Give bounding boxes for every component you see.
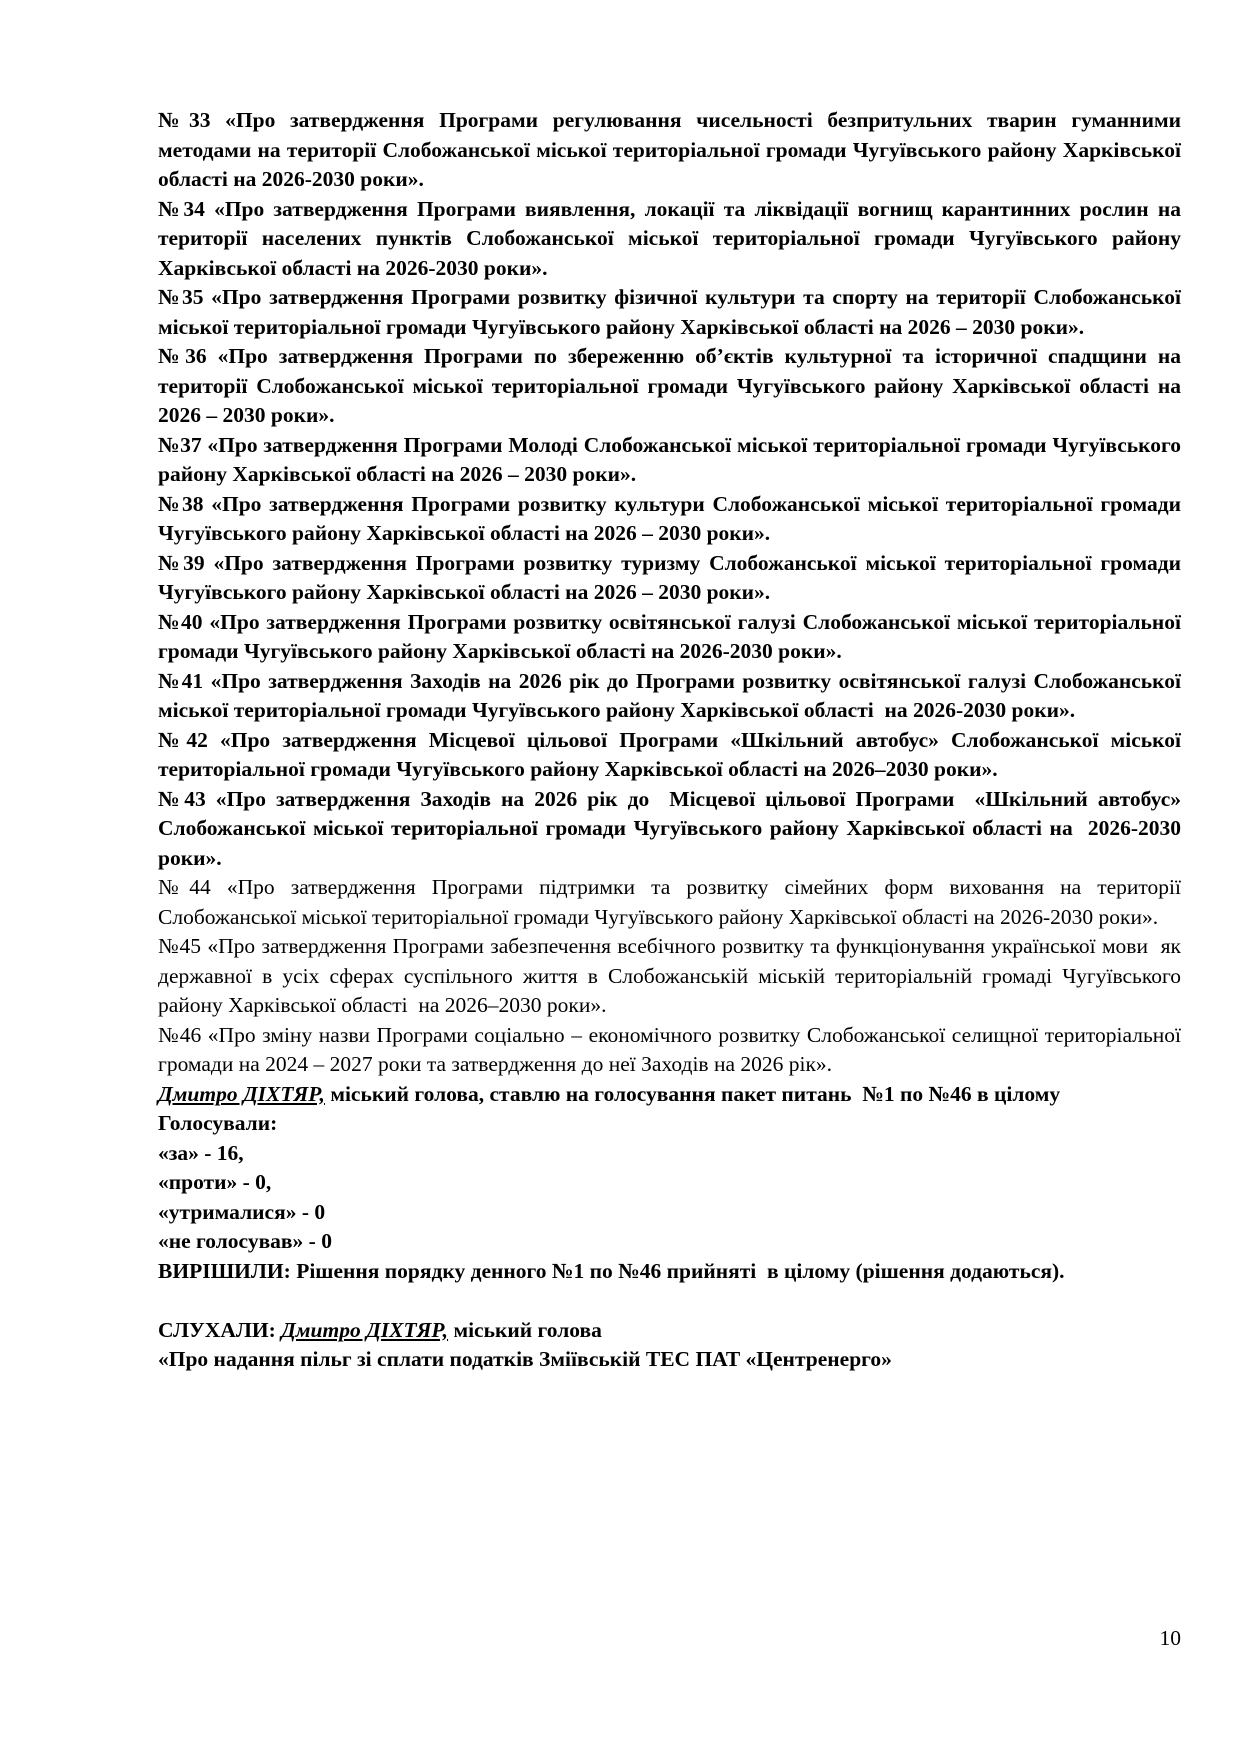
decision-text: Рішення порядку денного №1 по №46 прийняті в цілому (рішення додаються). [290, 1258, 1065, 1283]
chair-name: Дмитро ДІХТЯР, [158, 1081, 325, 1106]
agenda-item-35: №35 «Про затвердження Програми розвитку фізичної культури та спорту на території Слобожанської міської територіальної громади Чугуївського району Харківської області на 2026 – 2030 роки». [158, 285, 1181, 339]
agenda-item-46: №46 «Про зміну назви Програми соціально – економічного розвитку Слобожанської селищної територіальної громади на 2024 – 2027 роки та затвердження до неї Заходів на 2026 рік». [158, 1022, 1181, 1076]
chair-statement-text: міський голова, ставлю на голосування пакет питань №1 по №46 в цілому [324, 1081, 1061, 1106]
decision-line [158, 1257, 1181, 1287]
agenda-item-34: №34 «Про затвердження Програми виявлення, локації та ліквідації вогнищ карантинних рослин на території населених пунктів Слобожанської міської територіальної громади Чугуївського району Харківської області на 2026-2030 роки». [158, 196, 1181, 280]
vote-line-za: «за» - 16, [158, 1140, 244, 1165]
agenda-item-33: №33 «Про затвердження Програми регулювання чисельності безпритульних тварин гуманними методами на території Слобожанської міської територіальної громади Чугуївського району Харківської області на 2026-2030 роки». [158, 108, 1181, 191]
decision-label: ВИРІШИЛИ: [158, 1258, 291, 1283]
heard-line [158, 1316, 1181, 1346]
heard-topic: «Про надання пільг зі сплати податків Зміївській ТЕС ПАТ «Центренерго» [158, 1347, 892, 1371]
agenda-item-45: №45 «Про затвердження Програми забезпечення всебічного розвитку та функціонування української мови як державної в усіх сферах суспільного життя в Слобожанській міській територіальній громаді Чугуївського району Харківської області на 2026–2030 роки». [158, 934, 1181, 1017]
agenda-item-41: №41 «Про затвердження Заходів на 2026 рік до Програми розвитку освітянської галузі Слобожанської міської територіальної громади Чугуївського району Харківської області на 2026-2030 роки». [158, 668, 1181, 722]
agenda-item-43: №43 «Про затвердження Заходів на 2026 рік до Місцевої цільової Програми «Шкільний автобус» Слобожанської міської територіальної громади Чугуївського району Харківської області на 2026-2030 роки». [158, 786, 1181, 870]
vote-line-ne-holosuvav: «не голосував» - 0 [158, 1229, 332, 1253]
voted-label: Голосували: [158, 1111, 278, 1135]
heard-speaker-role: міський голова [448, 1317, 602, 1342]
agenda-item-44: №44 «Про затвердження Програми підтримки та розвитку сімейних форм виховання на території Слобожанської міської територіальної громади Чугуївського району Харківської області на 2026-2030 роки». [158, 875, 1181, 929]
blank-line [158, 1286, 1181, 1316]
page-number: 10 [1159, 1626, 1181, 1650]
agenda-item-37: №37 «Про затвердження Програми Молоді Слобожанської міської територіальної громади Чугуївського району Харківської області на 2026 – 2030 роки». [158, 432, 1181, 486]
heard-speaker: Дмитро ДІХТЯР, [281, 1317, 449, 1342]
agenda-item-39: №39 «Про затвердження Програми розвитку туризму Слобожанської міської територіальної громади Чугуївського району Харківської області на 2026 – 2030 роки». [158, 550, 1181, 604]
vote-line-utrymalysia: «утрималися» - 0 [158, 1199, 326, 1224]
chair-vote-statement [158, 1080, 1181, 1110]
agenda-item-36: №36 «Про затвердження Програми по збереженню об’єктів культурної та історичної спадщини на території Слобожанської міської територіальної громади Чугуївського району Харківської області на 2026 – 2030 роки». [158, 344, 1181, 427]
agenda-item-42: №42 «Про затвердження Місцевої цільової Програми «Шкільний автобус» Слобожанської міської територіальної громади Чугуївського району Харківської області на 2026–2030 роки». [158, 727, 1181, 781]
heard-label: СЛУХАЛИ: [158, 1317, 282, 1342]
agenda-item-38: №38 «Про затвердження Програми розвитку культури Слобожанської міської територіальної громади Чугуївського району Харківської області на 2026 – 2030 роки». [158, 491, 1181, 545]
agenda-item-40: №40 «Про затвердження Програми розвитку освітянської галузі Слобожанської міської територіальної громади Чугуївського району Харківської області на 2026-2030 роки». [158, 609, 1181, 663]
document-body [158, 106, 1181, 1375]
vote-line-proty: «проти» - 0, [158, 1170, 272, 1194]
